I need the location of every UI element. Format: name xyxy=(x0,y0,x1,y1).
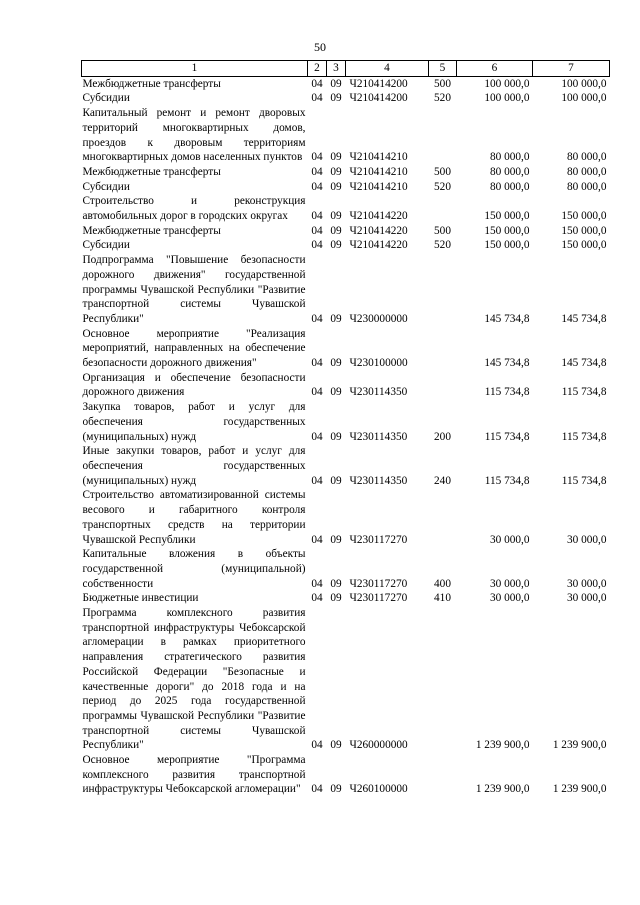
expense-type-code-cell: 200 xyxy=(434,430,451,443)
section-code-cell: 04 xyxy=(311,165,323,178)
item-name-cell: Иные закупки товаров, работ и услуг для обеспечения государственных (муниципальных) нужд xyxy=(82,445,306,487)
expense-type-code-cell xyxy=(429,194,457,223)
column-header: 3 xyxy=(327,61,346,77)
target-article-code-cell: Ч210414200 xyxy=(349,77,408,90)
item-name-cell: Программа комплексного развития транспортной инфраструктуры Чебоксарской агломерации в рамках приоритетного направления стратегического развития Российской Федерации "Безопасные и качественные дороги" до 2018 года и на период до 2025 года государственной программы Чувашской Республики "Развитие транспортной системы Чувашской Республики" xyxy=(82,607,306,752)
table-row xyxy=(82,371,610,400)
column-header: 4 xyxy=(346,61,429,77)
amount-year-2-cell: 145 734,8 xyxy=(561,312,607,325)
subsection-code-cell: 09 xyxy=(330,224,342,237)
amount-year-2-cell: 115 734,8 xyxy=(561,474,607,487)
target-article-code-cell: Ч210414220 xyxy=(349,224,408,237)
section-code-cell: 04 xyxy=(311,210,323,223)
table-row xyxy=(82,238,610,253)
column-header: 5 xyxy=(429,61,457,77)
amount-year-1-cell: 115 734,8 xyxy=(484,430,530,443)
target-article-code-cell: Ч230114350 xyxy=(349,474,408,487)
subsection-code-cell: 09 xyxy=(330,180,342,193)
amount-year-1-cell: 145 734,8 xyxy=(484,357,530,370)
table-row xyxy=(82,180,610,195)
amount-year-2-cell: 80 000,0 xyxy=(566,180,607,193)
target-article-code-cell: Ч230117270 xyxy=(349,592,408,605)
expense-type-code-cell: 520 xyxy=(434,180,451,193)
target-article-code-cell: Ч210414220 xyxy=(349,210,408,223)
amount-year-2-cell: 1 239 900,0 xyxy=(552,739,607,752)
item-name-cell: Межбюджетные трансферты xyxy=(82,224,221,237)
item-name-cell: Подпрограмма "Повышение безопасности дорожного движения" государственной программы Чувашской Республики "Развитие транспортной системы Чувашской Республики" xyxy=(82,254,306,325)
amount-year-1-cell: 145 734,8 xyxy=(484,312,530,325)
item-name-cell: Межбюджетные трансферты xyxy=(82,165,221,178)
column-header: 6 xyxy=(457,61,533,77)
section-code-cell: 04 xyxy=(311,430,323,443)
column-number-row xyxy=(82,61,610,77)
table-row xyxy=(82,591,610,606)
amount-year-1-cell: 1 239 900,0 xyxy=(475,783,530,796)
item-name-cell: Субсидии xyxy=(82,92,130,105)
target-article-code-cell: Ч260000000 xyxy=(349,739,408,752)
target-article-code-cell: Ч230000000 xyxy=(349,312,408,325)
section-code-cell: 04 xyxy=(311,783,323,796)
amount-year-2-cell: 100 000,0 xyxy=(561,77,607,90)
item-name-cell: Капитальные вложения в объекты государственной (муниципальной) собственности xyxy=(82,548,306,590)
amount-year-1-cell: 100 000,0 xyxy=(484,77,530,90)
amount-year-1-cell: 150 000,0 xyxy=(484,239,530,252)
amount-year-1-cell: 100 000,0 xyxy=(484,92,530,105)
subsection-code-cell: 09 xyxy=(330,533,342,546)
amount-year-1-cell: 80 000,0 xyxy=(489,180,530,193)
subsection-code-cell: 09 xyxy=(330,77,342,90)
section-code-cell: 04 xyxy=(311,151,323,164)
column-header: 1 xyxy=(82,61,308,77)
section-code-cell: 04 xyxy=(311,224,323,237)
target-article-code-cell: Ч230114350 xyxy=(349,430,408,443)
table-row xyxy=(82,106,610,165)
item-name-cell: Межбюджетные трансферты xyxy=(82,77,221,90)
subsection-code-cell: 09 xyxy=(330,474,342,487)
column-header: 2 xyxy=(308,61,327,77)
item-name-cell: Основное мероприятие "Программа комплексного развития транспортной инфраструктуры Чебоксарской агломерации" xyxy=(82,754,306,796)
amount-year-2-cell: 1 239 900,0 xyxy=(552,783,607,796)
expense-type-code-cell: 520 xyxy=(434,239,451,252)
amount-year-2-cell: 30 000,0 xyxy=(566,577,607,590)
expense-type-code-cell xyxy=(429,327,457,371)
expense-type-code-cell: 500 xyxy=(434,77,451,90)
amount-year-2-cell: 150 000,0 xyxy=(561,239,607,252)
target-article-code-cell: Ч210414220 xyxy=(349,239,408,252)
table-row xyxy=(82,488,610,547)
item-name-cell: Организация и обеспечение безопасности дорожного движения xyxy=(82,371,306,399)
table-row xyxy=(82,194,610,223)
section-code-cell: 04 xyxy=(311,739,323,752)
expense-type-code-cell xyxy=(429,106,457,165)
amount-year-1-cell: 1 239 900,0 xyxy=(475,739,530,752)
expense-type-code-cell xyxy=(429,488,457,547)
expense-type-code-cell xyxy=(429,753,457,797)
amount-year-1-cell: 30 000,0 xyxy=(489,577,530,590)
table-row xyxy=(82,224,610,239)
subsection-code-cell: 09 xyxy=(330,386,342,399)
amount-year-1-cell: 80 000,0 xyxy=(489,151,530,164)
target-article-code-cell: Ч210414210 xyxy=(349,165,408,178)
subsection-code-cell: 09 xyxy=(330,239,342,252)
budget-table xyxy=(81,60,610,797)
expense-type-code-cell: 240 xyxy=(434,474,451,487)
expense-type-code-cell xyxy=(429,253,457,327)
item-name-cell: Основное мероприятие "Реализация мероприятий, направленных на обеспечение безопасности дорожного движения" xyxy=(82,327,306,370)
section-code-cell: 04 xyxy=(311,357,323,370)
amount-year-1-cell: 30 000,0 xyxy=(489,592,530,605)
table-row xyxy=(82,165,610,180)
target-article-code-cell: Ч230114350 xyxy=(349,386,408,399)
amount-year-2-cell: 100 000,0 xyxy=(561,92,607,105)
amount-year-2-cell: 80 000,0 xyxy=(566,165,607,178)
amount-year-2-cell: 115 734,8 xyxy=(561,386,607,399)
item-name-cell: Бюджетные инвестиции xyxy=(82,592,199,605)
table-row xyxy=(82,327,610,371)
table-row xyxy=(82,400,610,444)
item-name-cell: Субсидии xyxy=(82,180,130,193)
column-header: 7 xyxy=(533,61,610,77)
section-code-cell: 04 xyxy=(311,474,323,487)
section-code-cell: 04 xyxy=(311,77,323,90)
subsection-code-cell: 09 xyxy=(330,312,342,325)
section-code-cell: 04 xyxy=(311,180,323,193)
expense-type-code-cell: 520 xyxy=(434,92,451,105)
amount-year-1-cell: 150 000,0 xyxy=(484,210,530,223)
item-name-cell: Капитальный ремонт и ремонт дворовых территорий многоквартирных домов, проездов к дворовым территориям многоквартирных домов населенных пунктов xyxy=(82,107,306,164)
table-row xyxy=(82,76,610,91)
amount-year-2-cell: 150 000,0 xyxy=(561,224,607,237)
amount-year-2-cell: 115 734,8 xyxy=(561,430,607,443)
section-code-cell: 04 xyxy=(311,92,323,105)
amount-year-2-cell: 30 000,0 xyxy=(566,592,607,605)
item-name-cell: Субсидии xyxy=(82,239,130,252)
section-code-cell: 04 xyxy=(311,533,323,546)
amount-year-1-cell: 150 000,0 xyxy=(484,224,530,237)
amount-year-2-cell: 80 000,0 xyxy=(566,151,607,164)
section-code-cell: 04 xyxy=(311,592,323,605)
item-name-cell: Строительство автоматизированной системы весового и габаритного контроля транспортных средств на территории Чувашской Республики xyxy=(82,489,306,546)
subsection-code-cell: 09 xyxy=(330,577,342,590)
section-code-cell: 04 xyxy=(311,386,323,399)
amount-year-1-cell: 115 734,8 xyxy=(484,474,530,487)
expense-type-code-cell xyxy=(429,371,457,400)
section-code-cell: 04 xyxy=(311,577,323,590)
subsection-code-cell: 09 xyxy=(330,739,342,752)
amount-year-1-cell: 80 000,0 xyxy=(489,165,530,178)
amount-year-1-cell: 30 000,0 xyxy=(489,533,530,546)
section-code-cell: 04 xyxy=(311,239,323,252)
amount-year-2-cell: 150 000,0 xyxy=(561,210,607,223)
target-article-code-cell: Ч260100000 xyxy=(349,783,408,796)
table-row xyxy=(82,606,610,753)
item-name-cell: Закупка товаров, работ и услуг для обеспечения государственных (муниципальных) нужд xyxy=(82,401,306,443)
expense-type-code-cell: 500 xyxy=(434,165,451,178)
amount-year-2-cell: 30 000,0 xyxy=(566,533,607,546)
table-row xyxy=(82,753,610,797)
subsection-code-cell: 09 xyxy=(330,165,342,178)
subsection-code-cell: 09 xyxy=(330,357,342,370)
target-article-code-cell: Ч230117270 xyxy=(349,577,408,590)
page-number: 50 xyxy=(314,40,326,54)
item-name-cell: Строительство и реконструкция автомобильных дорог в городских округах xyxy=(82,195,306,223)
subsection-code-cell: 09 xyxy=(330,430,342,443)
subsection-code-cell: 09 xyxy=(330,592,342,605)
table-row xyxy=(82,253,610,327)
table-row xyxy=(82,547,610,591)
target-article-code-cell: Ч230100000 xyxy=(349,357,408,370)
subsection-code-cell: 09 xyxy=(330,783,342,796)
target-article-code-cell: Ч230117270 xyxy=(349,533,408,546)
expense-type-code-cell: 500 xyxy=(434,224,451,237)
amount-year-1-cell: 115 734,8 xyxy=(484,386,530,399)
target-article-code-cell: Ч210414210 xyxy=(349,180,408,193)
section-code-cell: 04 xyxy=(311,312,323,325)
expense-type-code-cell: 400 xyxy=(434,577,451,590)
table-row xyxy=(82,444,610,488)
subsection-code-cell: 09 xyxy=(330,151,342,164)
target-article-code-cell: Ч210414210 xyxy=(349,151,408,164)
subsection-code-cell: 09 xyxy=(330,92,342,105)
expense-type-code-cell: 410 xyxy=(434,592,451,605)
amount-year-2-cell: 145 734,8 xyxy=(561,357,607,370)
subsection-code-cell: 09 xyxy=(330,210,342,223)
table-row xyxy=(82,91,610,106)
expense-type-code-cell xyxy=(429,606,457,753)
target-article-code-cell: Ч210414200 xyxy=(349,92,408,105)
